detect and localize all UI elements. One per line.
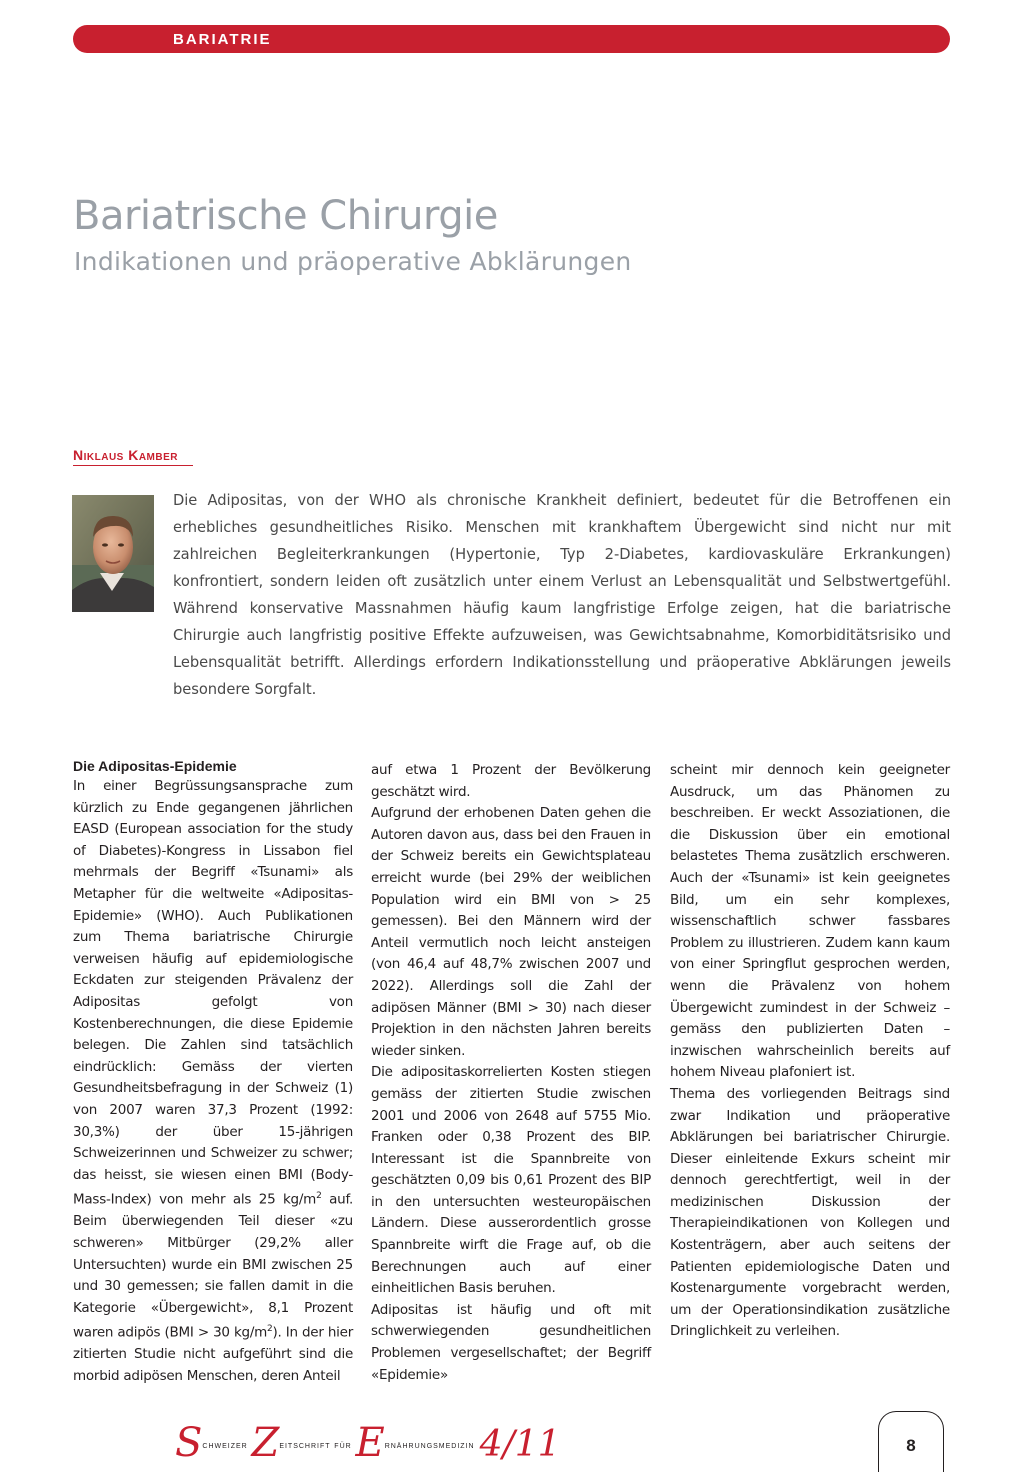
journal-issue: 4/11: [479, 1424, 561, 1465]
text-column-3: [670, 760, 950, 1343]
text-column-1: [73, 756, 353, 1388]
paragraph: scheint mir dennoch kein geeigneter Ausdruck, um das Phänomen zu beschreiben. Er weckt Assoziationen, die die Diskussion über ein emotional belastetes Thema zusätzlich erschweren. Auch der «Tsunami» ist kein geeignetes Bild, um ein sehr komplexes, wissenschaftlich schwer fassbares Problem zu illustrieren. Zudem kann kaum von einer Springflut gesprochen werden, wenn die Prävalenz von hohem Übergewicht zumindest in der Schweiz – gemäss den publizierten Daten – inzwischen wahrscheinlich bereits auf hohem Niveau plafoniert ist.: [670, 762, 950, 1081]
section-header-bar: [73, 25, 950, 53]
section-label: BARIATRIE: [173, 31, 272, 48]
page-number: 8: [906, 1436, 916, 1455]
author-portrait-image: [72, 495, 154, 612]
superscript: 2: [316, 1191, 322, 1202]
journal-word: chweizer: [202, 1440, 252, 1451]
paragraph: [73, 776, 353, 1388]
journal-initial: E: [355, 1420, 385, 1466]
paragraph: Aufgrund der erhobenen Daten gehen die Autoren davon aus, dass bei den Frauen in der Schweiz bereits ein Gewichtsplateau erreicht wurde (bei 29% der weiblichen Population wird ein BMI von > 25 gemessen). Bei den Männern wird der Anteil vermutlich noch leicht ansteigen (von 46,4 auf 48,7% zwischen 2007 und 2022). Allerdings soll die Zahl der adipösen Männer (BMI > 30) nach dieser Projektion in den nächsten Jahren bereits wieder sinken.: [371, 805, 651, 1059]
journal-word: eitschrift für: [279, 1440, 356, 1451]
article-subtitle: Indikationen und präoperative Abklärungen: [74, 247, 632, 276]
text-run: In einer Begrüssungsansprache zum kürzlich zu Ende gegangenen jährlichen EASD (European association for the study of Diabetes)-Kongress in Lissabon fiel mehrmals der Begriff «Tsunami» als Metapher für die weltweite «Adipositas-Epidemie» (WHO). Auch Publikationen zum Thema bariatrische Chirurgie verweisen häufig auf epidemiologische Eckdaten zur steigenden Prävalenz der Adipositas gefolgt von Kostenberechnungen, die diese Epidemie belegen. Die Zahlen sind tatsächlich eindrücklich: Gemäss der vierten Gesundheitsbefragung in der Schweiz (1) von 2007 waren 37,3 Prozent (1992: 30,3%) der über 15-jährigen Schweizerinnen und Schweizer zu schwer; das heisst, sie wiesen einen BMI (Body-Mass-Index) von mehr als 25 kg/m: [73, 778, 353, 1208]
paragraph: auf etwa 1 Prozent der Bevölkerung geschätzt wird.: [371, 762, 651, 800]
superscript: 2: [267, 1324, 273, 1335]
paragraph: Die adipositaskorrelierten Kosten stiegen gemäss der zitierten Studie zwischen 2001 und 2006 von 2648 auf 5755 Mio. Franken oder 0,38 Prozent des BIP. Interessant ist die Spannbreite von geschätzten 0,09 bis 0,61 Prozent des BIP in den untersuchten westeuropäischen Ländern. Diese ausserordentlich grosse Spannbreite wirft die Frage auf, ob die Berechnungen auch auf einer einheitlichen Basis beruhen.: [371, 1064, 651, 1297]
article-title: Bariatrische Chirurgie: [73, 193, 498, 239]
journal-footer: [175, 1420, 595, 1470]
journal-initial: S: [175, 1420, 203, 1466]
text-run: ). In der hier zitierten Studie nicht aufgeführt sind die morbid adipösen Menschen, deren Anteil: [73, 1324, 353, 1385]
author-name: Niklaus Kamber: [73, 447, 178, 463]
journal-name: [175, 1420, 561, 1466]
author-photo: [72, 495, 154, 612]
page-number-box: [878, 1411, 944, 1472]
journal-word: rnährungsmedizin: [384, 1440, 475, 1451]
article-abstract: Die Adipositas, von der WHO als chronische Krankheit definiert, bedeutet für die Betroffenen ein erhebliches gesundheitliches Risiko. Menschen mit krankhaftem Übergewicht sind nicht nur mit zahlreichen Begleiterkrankungen (Hypertonie, Typ 2-Diabetes, kardiovaskuläre Erkrankungen) konfrontiert, sondern leiden oft zusätzlich unter einem Verlust an Lebensqualität und Selbstwertgefühl. Während konservative Massnahmen häufig kaum langfristige Erfolge zeigen, hat die bariatrische Chirurgie auch langfristig positive Effekte aufzuweisen, was Gewichtsabnahme, Komorbiditätsrisiko und Lebensqualität betrifft. Allerdings erfordern Indikationsstellung und präoperative Abklärungen jeweils besondere Sorgfalt.: [173, 492, 951, 698]
text-run: auf. Beim überwiegenden Teil dieser «zu schweren» Mitbürger (29,2% aller Untersuchten) wurde ein BMI zwischen 25 und 30 gemessen; sie fallen damit in die Kategorie «Übergewicht», 8,1 Prozent waren adipös (BMI > 30 kg/m: [73, 1191, 354, 1341]
author-underline: [73, 465, 193, 466]
text-column-2: [371, 760, 651, 1386]
section-heading: Die Adipositas-Epidemie: [73, 758, 237, 774]
paragraph: Adipositas ist häufig und oft mit schwerwiegenden gesundheitlichen Problemen vergesellschaftet; der Begriff «Epidemie»: [371, 1301, 651, 1383]
journal-initial: Z: [251, 1420, 280, 1466]
paragraph: Thema des vorliegenden Beitrags sind zwar Indikation und präoperative Abklärungen bei bariatrischer Chirurgie. Dieser einleitende Exkurs scheint mir dennoch gerechtfertigt, weil in der medizinischen Diskussion der Therapieindikationen von Kollegen und Kostenträgern, aber auch seitens der Patienten epidemiologische Daten und Kostenargumente vorgebracht werden, um der Operationsindikation zusätzliche Dringlichkeit zu verleihen.: [670, 1085, 950, 1340]
